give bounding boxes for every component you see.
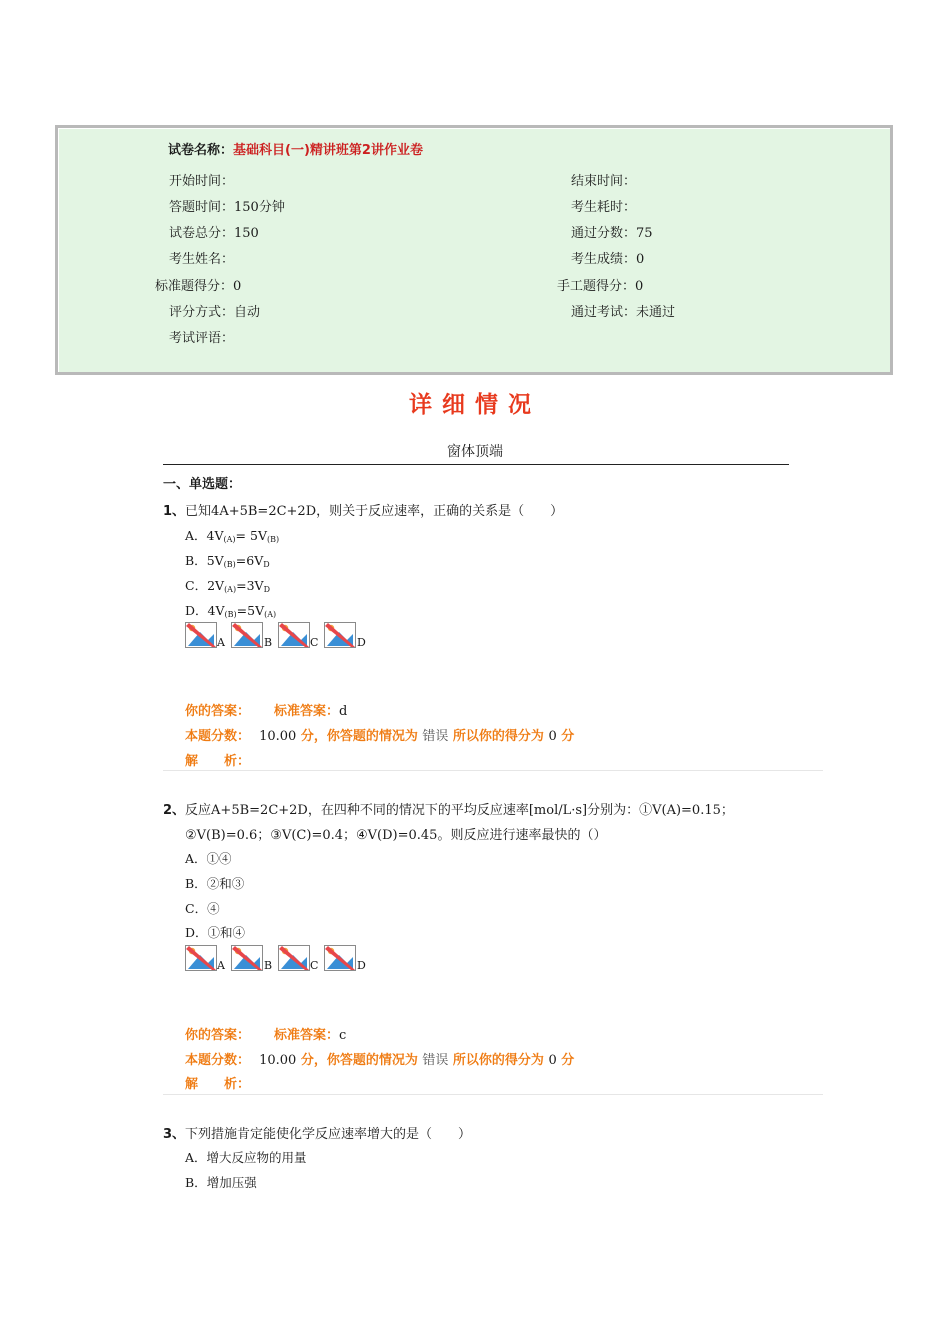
examinee-name-field (169, 248, 234, 267)
subscript: (A) (264, 610, 277, 619)
score-text: 所以你的得分为 (452, 729, 544, 744)
q1-option-c (185, 576, 270, 594)
field-value: 0 (635, 279, 644, 294)
q1-score-line (185, 725, 574, 744)
your-answer-label: 你的答案： (185, 704, 251, 719)
q1-option-b (185, 551, 270, 569)
time-used-field (571, 196, 636, 215)
got-score-value: 0 (548, 1053, 557, 1068)
subscript: (B) (223, 560, 236, 569)
q1-option-d (185, 601, 276, 619)
result-value: 错误 (422, 1053, 449, 1068)
broken-image-icon[interactable] (231, 945, 263, 971)
field-value: 未通过 (636, 305, 676, 320)
option-text: 增大反应物的用量 (206, 1150, 307, 1165)
choice-label: C (310, 636, 319, 649)
broken-image-icon[interactable] (231, 622, 263, 648)
score-value: 10.00 (259, 1053, 297, 1068)
field-label: 考生耗时： (571, 200, 637, 215)
option-letter: C． (185, 578, 208, 593)
q2-answer-line (185, 1024, 346, 1043)
q2-score-line (185, 1049, 574, 1068)
grading-method-field (169, 301, 260, 320)
subscript: (B) (224, 610, 237, 619)
start-time-field (169, 170, 234, 189)
question-text: 反应A+5B=2C+2D，在四种不同的情况下的平均反应速率[mol/L·s]分别为：①V(A)=0.15； (185, 803, 734, 818)
your-answer-label: 你的答案： (185, 1028, 251, 1043)
question-text: 下列措施肯定能使化学反应速率增大的是（ ） (185, 1127, 472, 1142)
choice-label: A (217, 959, 225, 972)
result-value: 错误 (422, 729, 449, 744)
form-divider (163, 464, 789, 465)
option-text: ②和③ (206, 876, 245, 891)
choice-label: B (264, 959, 273, 972)
q2-option-b (185, 874, 244, 892)
option-letter: A． (185, 851, 207, 866)
score-text: 分，你答题的情况为 (300, 729, 418, 744)
field-label: 标准题得分： (155, 279, 234, 294)
field-value: 0 (636, 252, 645, 267)
option-letter: B． (185, 876, 207, 891)
standard-answer-label: 标准答案： (274, 704, 340, 719)
broken-image-icon[interactable] (324, 945, 356, 971)
q3-option-a (185, 1148, 307, 1166)
field-value: 75 (636, 226, 653, 241)
option-letter: B． (185, 1175, 207, 1190)
option-text: =5V (236, 603, 265, 618)
question-number: 2、 (163, 803, 186, 818)
option-text: 4V (207, 603, 225, 618)
answer-duration-field (169, 196, 285, 215)
broken-image-icon[interactable] (278, 945, 310, 971)
field-label: 结束时间： (571, 174, 637, 189)
choice-label: A (217, 636, 225, 649)
q2-option-c (185, 899, 220, 917)
end-time-field (571, 170, 636, 189)
choice-label: D (357, 636, 366, 649)
option-text: 4V (206, 528, 224, 543)
broken-image-icon[interactable] (185, 945, 217, 971)
question-divider (163, 1094, 823, 1095)
score-unit: 分 (561, 729, 575, 744)
score-text: 分，你答题的情况为 (300, 1053, 418, 1068)
standard-answer-label: 标准答案： (274, 1028, 340, 1043)
question-1-stem (163, 500, 563, 519)
question-2-stem (163, 799, 734, 818)
broken-image-icon[interactable] (185, 622, 217, 648)
exam-title-value: 基础科目(一)精讲班第2讲作业卷 (233, 143, 423, 158)
form-top-label: 窗体顶端 (447, 444, 503, 460)
option-text: 2V (207, 578, 225, 593)
q2-option-d (185, 923, 245, 941)
option-letter: D． (185, 603, 208, 618)
option-letter: D． (185, 925, 208, 940)
option-letter: B． (185, 553, 207, 568)
exam-title (168, 139, 423, 158)
q1-option-a (185, 526, 279, 544)
option-text: = 5V (235, 528, 267, 543)
q1-analysis-label: 解 析： (185, 754, 251, 769)
field-label: 试卷总分： (169, 226, 235, 241)
detail-heading: 详细情况 (409, 392, 541, 418)
standard-score-field (155, 275, 241, 294)
question-2-stem-cont: ②V(B)=0.6；③V(C)=0.4；④V(D)=0.45。则反应进行速率最快的（） (185, 828, 607, 843)
choice-label: D (357, 959, 366, 972)
question-number: 1、 (163, 504, 186, 519)
field-label: 考生成绩： (571, 252, 637, 267)
subscript: D (263, 560, 270, 569)
field-value: 150 (234, 226, 259, 241)
question-text: 已知4A+5B=2C+2D，则关于反应速率，正确的关系是（ ） (185, 504, 564, 519)
score-label: 本题分数： (185, 729, 251, 744)
score-unit: 分 (561, 1053, 575, 1068)
field-label: 评分方式： (169, 305, 235, 320)
manual-score-field (557, 275, 643, 294)
field-value: 150分钟 (234, 200, 285, 215)
exam-comment-field (169, 327, 234, 346)
option-text: 5V (206, 553, 224, 568)
pass-score-field (571, 222, 653, 241)
option-text: ①④ (206, 851, 232, 866)
field-label: 通过考试： (571, 305, 637, 320)
q1-answer-line (185, 700, 347, 719)
option-text: ①和④ (207, 925, 246, 940)
section-title: 一、单选题： (163, 477, 242, 492)
field-value: 0 (233, 279, 242, 294)
score-text: 所以你的得分为 (452, 1053, 544, 1068)
subscript: D (263, 585, 270, 594)
field-label: 开始时间： (169, 174, 235, 189)
question-number: 3、 (163, 1127, 186, 1142)
got-score-value: 0 (548, 729, 557, 744)
option-text: 增加压强 (206, 1175, 257, 1190)
standard-answer-value: c (339, 1028, 347, 1043)
pass-status-field (571, 301, 675, 320)
choice-label: B (264, 636, 273, 649)
q3-option-b (185, 1173, 257, 1191)
q2-analysis-label: 解 析： (185, 1077, 251, 1092)
broken-image-icon[interactable] (278, 622, 310, 648)
score-value: 10.00 (259, 729, 297, 744)
field-label: 考生姓名： (169, 252, 235, 267)
score-label: 本题分数： (185, 1053, 251, 1068)
standard-answer-value: d (339, 704, 348, 719)
option-text: ④ (207, 901, 220, 916)
field-value: 自动 (234, 305, 261, 320)
subscript: (B) (266, 535, 280, 544)
option-text: =3V (236, 578, 264, 593)
total-score-field (169, 222, 259, 241)
q2-option-a (185, 849, 232, 867)
field-label: 手工题得分： (557, 279, 636, 294)
question-divider (163, 770, 823, 771)
subscript: (A) (224, 585, 237, 594)
field-label: 考试评语： (169, 331, 235, 346)
choice-label: C (310, 959, 319, 972)
option-letter: C． (185, 901, 208, 916)
field-label: 答题时间： (169, 200, 235, 215)
broken-image-icon[interactable] (324, 622, 356, 648)
subscript: (A) (223, 535, 236, 544)
question-3-stem (163, 1123, 471, 1142)
examinee-score-field (571, 248, 644, 267)
option-text: =6V (235, 553, 264, 568)
exam-title-label: 试卷名称： (168, 143, 234, 158)
field-label: 通过分数： (571, 226, 637, 241)
option-letter: A． (185, 528, 207, 543)
option-letter: A． (185, 1150, 207, 1165)
